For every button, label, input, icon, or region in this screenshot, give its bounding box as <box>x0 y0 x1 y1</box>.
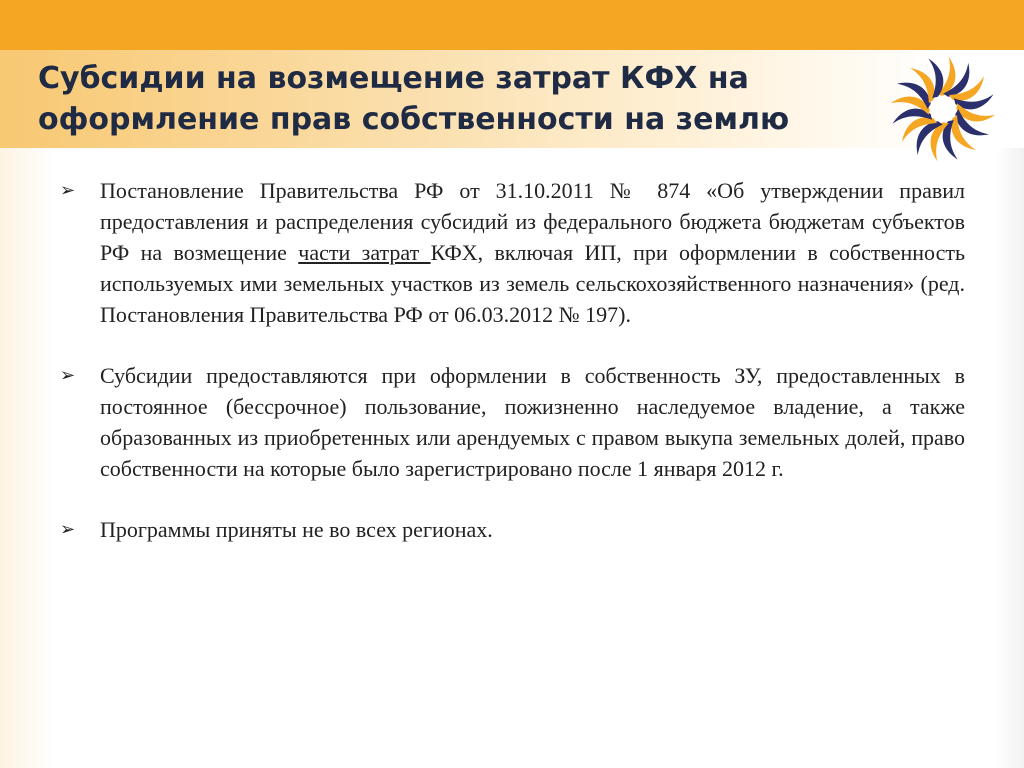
bullet-item-regions <box>60 514 965 545</box>
sun-swirl-logo-icon <box>886 52 1000 166</box>
arrow-bullet-icon: ➢ <box>60 519 76 540</box>
top-accent-bar <box>0 0 1024 50</box>
bullet-list <box>60 175 965 575</box>
bullet-item-resolution <box>60 175 965 330</box>
arrow-bullet-icon: ➢ <box>60 365 76 386</box>
bullet-text: Субсидии предоставляются при оформлении в собственность ЗУ, предоставленных в постоянное (бессрочное) пользование, пожизненно наследуемое владение, а также образованных из приобретенных или арендуемых с правом выкупа земельных долей, право собственности на которые было зарегистрировано после 1 января 2012 г. <box>100 363 965 481</box>
slide-title: Субсидии на возмещение затрат КФХ на оформление прав собственности на землю <box>38 61 790 137</box>
bullet-text-part: Постановление Правительства РФ от 31.10.2011 № 874 «Об утверждении правил предоставления и распределения субсидий из федерального бюджета бюджетам субъектов РФ на возмещение <box>100 178 965 265</box>
underlined-phrase: части затрат <box>298 240 431 265</box>
bullet-text-part: КФХ, включая ИП, при оформлении в собственность используемых ими земельных участков из земель сельскохозяйственного назначения» (ред. Постановления Правительства РФ от 06.03.2012 № 197). <box>100 240 965 327</box>
bullet-item-conditions <box>60 360 965 484</box>
bullet-text: Программы приняты не во всех регионах. <box>100 517 493 542</box>
arrow-bullet-icon: ➢ <box>60 180 76 201</box>
